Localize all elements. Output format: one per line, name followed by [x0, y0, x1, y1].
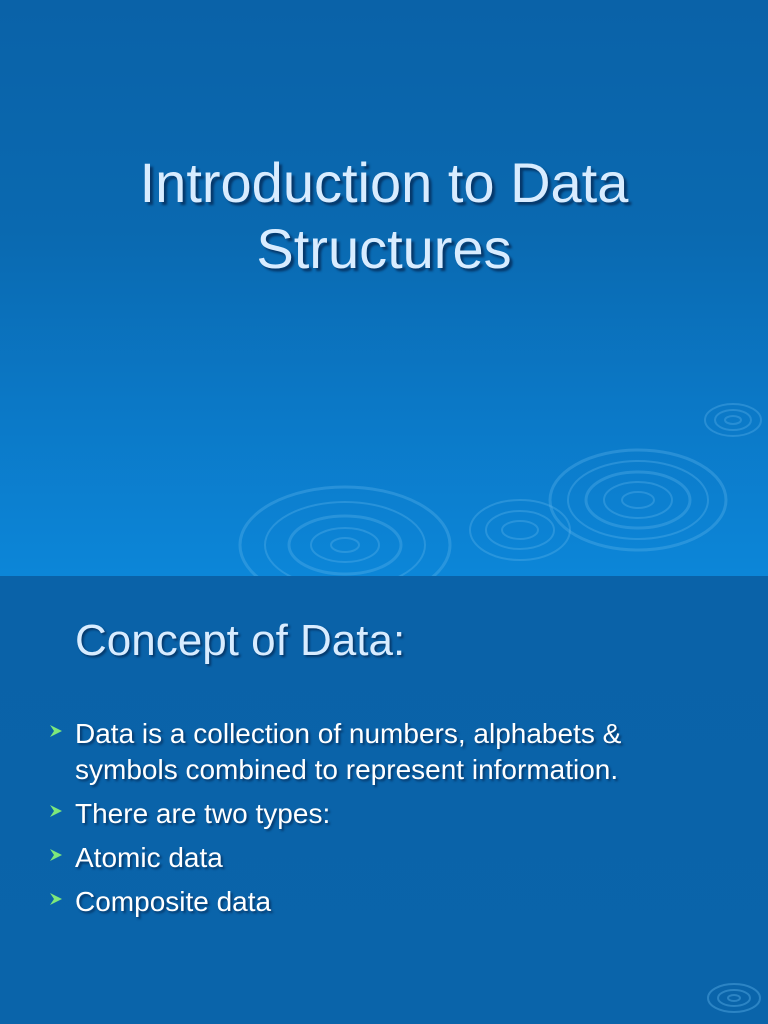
bullet-item — [48, 840, 728, 876]
bullet-text: Composite data — [75, 886, 272, 917]
bullet-text: Atomic data — [75, 842, 223, 873]
bullet-text: Data is a collection of numbers, alphabets & — [75, 718, 622, 749]
bullet-text-continued: symbols combined to represent information. — [75, 754, 619, 785]
slide-title-text — [0, 150, 768, 282]
title-line-2: Structures — [256, 217, 512, 280]
arrow-bullet-icon — [48, 891, 64, 907]
bullet-item — [48, 716, 728, 788]
slide-concept-of-data — [0, 576, 768, 1024]
water-ripple-icon — [704, 980, 764, 1016]
bullet-item — [48, 796, 728, 832]
bullet-list — [48, 716, 728, 928]
title-line-1: Introduction to Data — [139, 151, 629, 214]
arrow-bullet-icon — [48, 803, 64, 819]
bullet-item — [48, 884, 728, 920]
concept-heading: Concept of Data: — [75, 616, 406, 665]
arrow-bullet-icon — [48, 847, 64, 863]
arrow-bullet-icon — [48, 723, 64, 739]
bullet-text: There are two types: — [75, 798, 331, 829]
